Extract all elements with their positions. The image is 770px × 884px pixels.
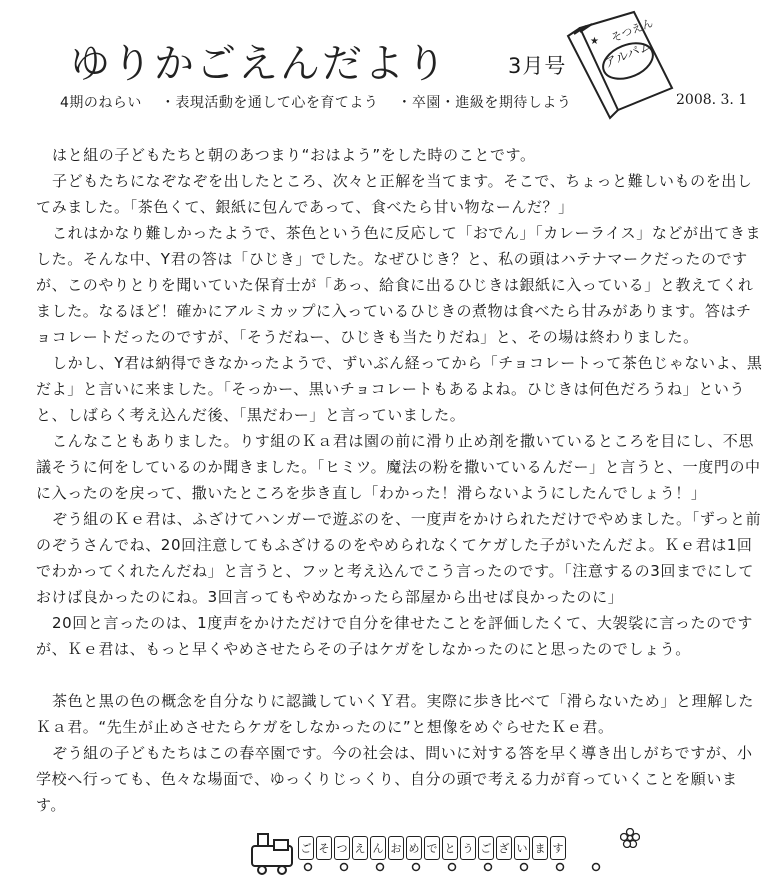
train-engine-icon: [248, 828, 300, 876]
banner-char: ざ: [496, 836, 512, 860]
article-body: [36, 142, 766, 818]
paragraph: 茶色と黒の色の概念を自分なりに認識していくＹ君。実際に歩き比べて「滑らないため」と理解したＫａ君。“先生が止めさせたらケガをしなかったのに”と想像をめぐらせたＫｅ君。: [36, 692, 755, 736]
aim-1: ・表現活動を通して心を育てよう: [160, 95, 379, 111]
aim-2: ・卒園・進級を期待しよう: [397, 95, 572, 111]
period-aims: [60, 92, 571, 112]
banner-char: ご: [298, 836, 314, 860]
banner-char: す: [550, 836, 566, 860]
paragraph: 20回と言ったのは、1度声をかけただけで自分を律せたことを評価したくて、大袈裟に言ったのですが、Ｋｅ君は、もっと早くやめさせたらその子はケガをしなかったのにと思ったのでしょう。: [36, 614, 753, 658]
banner-char: お: [388, 836, 404, 860]
banner-char: う: [460, 836, 476, 860]
banner-char: め: [406, 836, 422, 860]
banner-cars: [298, 836, 568, 860]
banner-char: ん: [370, 836, 386, 860]
banner-char: で: [424, 836, 440, 860]
paragraph: しかし、Y君は納得できなかったようで、ずいぶん経ってから「チョコレートって茶色じゃないよ、黒だよ」と言いに来ました。「そっかー、黒いチョコレートもあるよね。ひじきは何色だろうね」というと、しばらく考え込んだ後、「黒だわー」と言っていました。: [36, 354, 763, 424]
banner-char: そ: [316, 836, 332, 860]
banner-char: ま: [532, 836, 548, 860]
issue-date: 2008. 3. 1: [676, 92, 748, 108]
album-text-main: アルバム: [601, 38, 655, 72]
issue-label: 3月号: [508, 54, 567, 78]
graduation-album-icon: [560, 6, 678, 124]
banner-char: い: [514, 836, 530, 860]
banner-char: ご: [478, 836, 494, 860]
svg-text:★: ★: [590, 36, 599, 47]
paragraph: ぞう組の子どもたちはこの春卒園です。今の社会は、問いに対する答を早く導き出しがちですが、小学校へ行っても、色々な場面で、ゆっくりじっくり、自分の頭で考える力が育っていくことを願います。: [36, 744, 753, 814]
paragraph: ぞう組のＫｅ君は、ふざけてハンガーで遊ぶのを、一度声をかけられただけでやめました。「ずっと前のぞうさんでね、20回注意してもふざけるのをやめられなくてケガした子がいたんだよ。Ｋｅ君は1回でわかってくれたんだね」と言うと、フッと考え込んでこう言ったのです。「注意するの3回までにしておけば良かったのにね。3回言ってもやめなかったら部屋から出せば良かったのに」: [36, 510, 762, 606]
paragraph: こんなこともありました。りす組のＫａ君は園の前に滑り止め剤を撒いているところを目にし、不思議そうに何をしているのか聞きました。「ヒミツ。魔法の粉を撒いているんだー」と言うと、一度門の中に入ったのを戻って、撒いたところを歩き直し「わかった！滑らないようにしたんでしょう！」: [36, 432, 761, 502]
paragraph: これはかなり難しかったようで、茶色という色に反応して「おでん」「カレーライス」などが出てきました。そんな中、Y君の答は「ひじき」でした。なぜひじき？と、私の頭はハテナマークだったのですが、このやりとりを聞いていた保育士が「あっ、給食に出るひじきは銀紙に入っている」と教えてくれました。なるほど！確かにアルミカップに入っているひじきの煮物は食べたら甘みがあります。答はチョコレートだったのですが、「そうだねー、ひじきも当たりだね」と、その場は終わりました。: [36, 224, 762, 346]
train-wheels-icon: [298, 862, 628, 872]
newsletter-title: ゆりかごえんだより: [70, 41, 448, 87]
banner-char: え: [352, 836, 368, 860]
album-text-top: そつえん: [609, 16, 655, 45]
graduation-train-banner: [248, 828, 640, 876]
banner-char: つ: [334, 836, 350, 860]
paragraph: 子どもたちになぞなぞを出したところ、次々と正解を当てます。そこで、ちょっと難しいものを出してみました。「茶色くて、銀紙に包んであって、食べたら甘い物なーんだ？」: [36, 172, 753, 216]
period-label: 4期のねらい: [60, 95, 142, 111]
flower-icon: [620, 828, 640, 848]
paragraph: はと組の子どもたちと朝のあつまり“おはよう”をした時のことです。: [52, 146, 536, 164]
banner-char: と: [442, 836, 458, 860]
